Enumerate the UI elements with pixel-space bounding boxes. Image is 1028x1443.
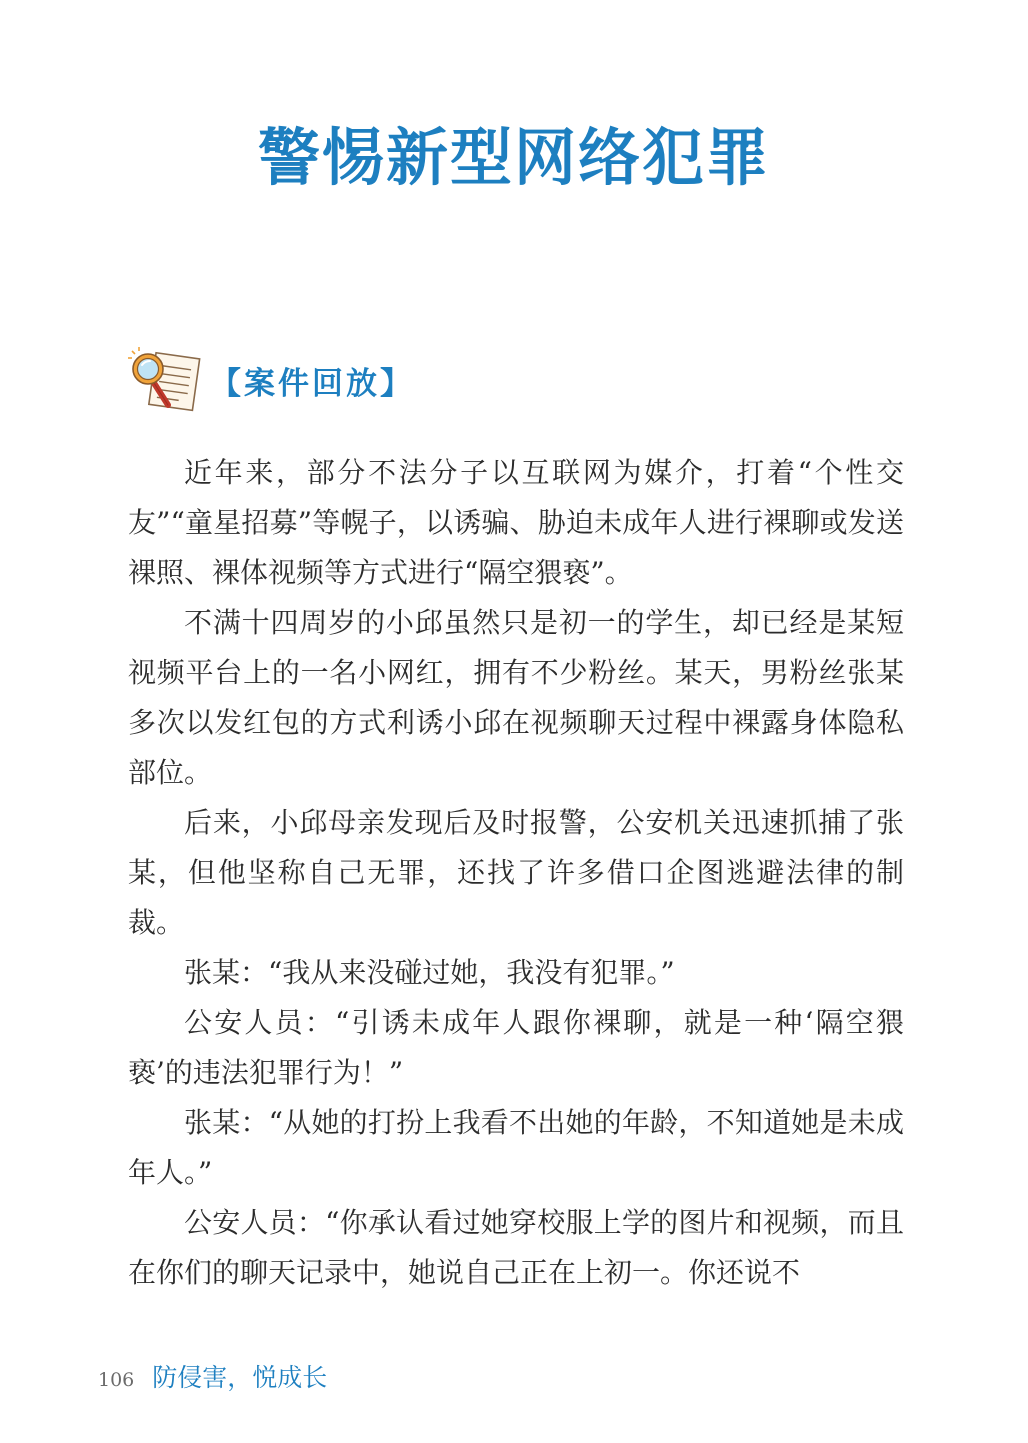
paragraph: 张某：“我从来没碰过她，我没有犯罪。” — [184, 956, 675, 989]
body-text — [128, 448, 904, 1298]
paragraph: 近年来，部分不法分子以互联网为媒介，打着“个性交友”“童星招募”等幌子，以诱骗、胁迫未成年人进行裸聊或发送裸照、裸体视频等方式进行“隔空猥亵”。 — [128, 456, 904, 589]
footer — [98, 1358, 327, 1398]
section-header — [126, 345, 414, 415]
paragraph: 公安人员：“引诱未成年人跟你裸聊，就是一种‘隔空猥亵’的违法犯罪行为！” — [128, 1006, 904, 1089]
paragraph: 不满十四周岁的小邱虽然只是初一的学生，却已经是某短视频平台上的一名小网红，拥有不少粉丝。某天，男粉丝张某多次以发红包的方式利诱小邱在视频聊天过程中裸露身体隐私部位。 — [128, 606, 904, 789]
page-title: 警惕新型网络犯罪 — [257, 121, 770, 194]
paragraph: 公安人员：“你承认看过她穿校服上学的图片和视频，而且在你们的聊天记录中，她说自己正在上初一。你还说不 — [128, 1206, 904, 1289]
paragraph: 后来，小邱母亲发现后及时报警，公安机关迅速抓捕了张某，但他坚称自己无罪，还找了许多借口企图逃避法律的制裁。 — [128, 806, 904, 939]
paragraph: 张某：“从她的打扮上我看不出她的年龄，不知道她是未成年人。” — [128, 1106, 904, 1189]
book-title: 防侵害，悦成长 — [152, 1363, 328, 1392]
page-number: 106 — [98, 1369, 135, 1391]
section-label: 【案件回放】 — [210, 365, 414, 402]
magnifier-icon — [126, 345, 204, 415]
